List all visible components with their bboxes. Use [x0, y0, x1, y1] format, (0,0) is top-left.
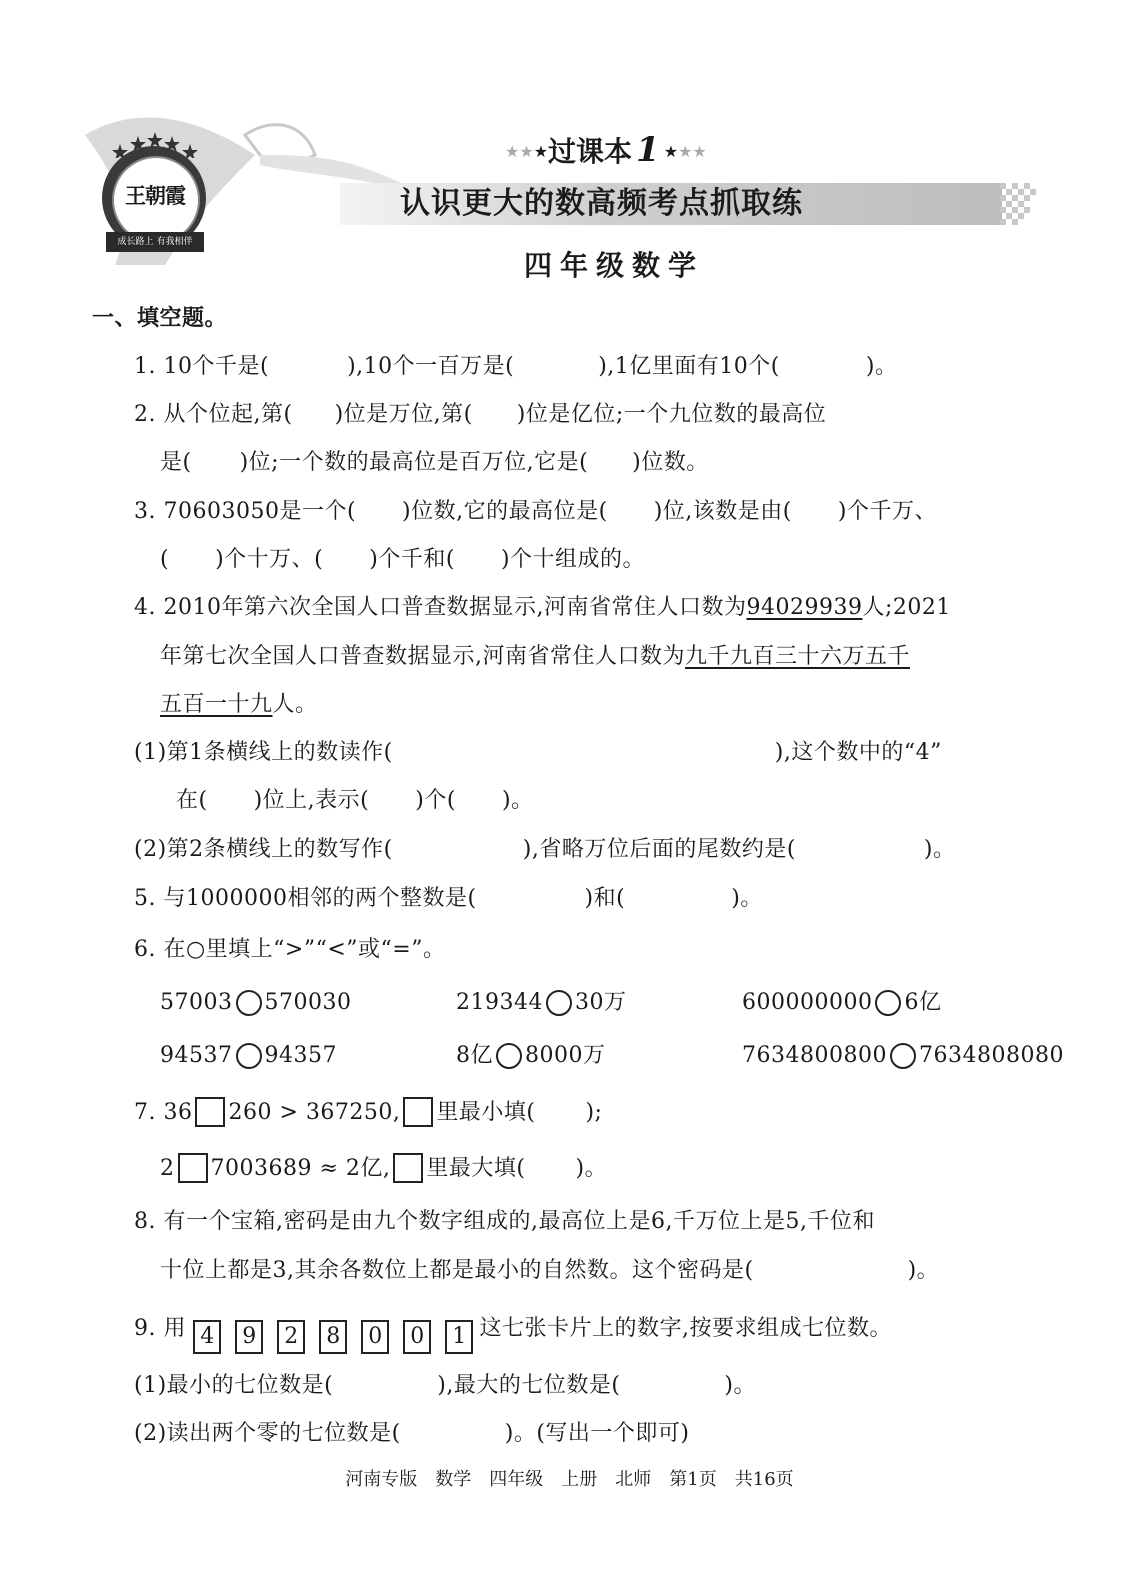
answer-circle[interactable]: [875, 990, 901, 1016]
question-3-line-1: 3. 70603050是一个( )位数,它的最高位是( )位,该数是由( )个千万、: [134, 499, 937, 524]
question-1: 1. 10个千是( ),10个一百万是( ),1亿里面有10个( )。: [134, 354, 898, 379]
answer-box[interactable]: [178, 1153, 208, 1183]
question-9-part-1: (1)最小的七位数是( ),最大的七位数是( )。: [134, 1373, 757, 1398]
brand-logo-badge: [100, 128, 210, 256]
answer-circle[interactable]: [236, 990, 262, 1016]
question-7-line-1: 7. 36 260 > 367250, 里最小填( );: [134, 1097, 602, 1128]
number-card: 0: [403, 1320, 431, 1354]
answer-circle[interactable]: [546, 990, 572, 1016]
series-number: 1: [636, 130, 660, 170]
question-8-line-2: 十位上都是3,其余各数位上都是最小的自然数。这个密码是( )。: [160, 1258, 940, 1283]
question-3-line-2: ( )个十万、( )个千和( )个十组成的。: [160, 547, 646, 572]
question-6-title: 6. 在○里填上“>”“<”或“=”。: [134, 937, 446, 962]
compare-item: 94537 94357: [160, 1043, 337, 1068]
number-card: 9: [235, 1320, 263, 1354]
series-label: 过课本: [548, 135, 633, 168]
number-card: 2: [277, 1320, 305, 1354]
question-8-line-1: 8. 有一个宝箱,密码是由九个数字组成的,最高位上是6,千万位上是5,千位和: [134, 1209, 875, 1234]
underlined-number-1: 94029939: [746, 595, 863, 620]
question-2-line-2: 是( )位;一个数的最高位是百万位,它是( )位数。: [160, 450, 709, 475]
star-icon: ★: [533, 142, 549, 161]
compare-item: 7634800800 7634808080: [742, 1043, 1064, 1068]
compare-item: 219344 30万: [456, 990, 627, 1015]
underlined-number-2-part-1: 九千九百三十六万五千: [685, 644, 911, 669]
question-5: 5. 与1000000相邻的两个整数是( )和( )。: [134, 886, 763, 911]
logo-motto-right: 有我相伴: [156, 237, 193, 247]
subject-title: 四年级数学: [524, 249, 705, 282]
underlined-number-2-part-2: 五百一十九: [160, 692, 273, 717]
compare-item: 8亿 8000万: [456, 1043, 606, 1068]
section-title: 一、填空题。: [92, 306, 228, 331]
compare-item: 57003 570030: [160, 990, 352, 1015]
question-7-line-2: 2 7003689 ≈ 2亿, 里最大填( )。: [160, 1153, 607, 1184]
answer-box[interactable]: [195, 1097, 225, 1127]
answer-circle[interactable]: [496, 1043, 522, 1069]
question-9-part-2: (2)读出两个零的七位数是( )。(写出一个即可): [134, 1421, 690, 1446]
question-4-part-2: (2)第2条横线上的数写作( ),省略万位后面的尾数约是( )。: [134, 837, 956, 862]
answer-circle[interactable]: [890, 1043, 916, 1069]
answer-box[interactable]: [403, 1097, 433, 1127]
star-icon: ★: [663, 142, 679, 161]
question-4-line-1: 4. 2010年第六次全国人口普查数据显示,河南省常住人口数为94029939人;2021: [134, 595, 951, 620]
logo-motto-banner: [106, 232, 204, 252]
answer-circle[interactable]: [236, 1043, 262, 1069]
star-icon: ★★: [678, 142, 707, 161]
number-card: 8: [319, 1320, 347, 1354]
question-4-part-1-line-1: (1)第1条横线上的数读作( ),这个数中的“4”: [134, 740, 942, 765]
star-icon: ★★: [505, 142, 534, 161]
checker-pattern-decoration: [1000, 183, 1040, 225]
question-9: 9. 用 4 9 2 8 0 0 1 这七张卡片上的数字,按要求组成七位数。: [134, 1314, 892, 1354]
answer-box[interactable]: [393, 1153, 423, 1183]
topic-title: 认识更大的数高频考点抓取练: [400, 186, 803, 221]
number-card: 0: [361, 1320, 389, 1354]
question-4-part-1-line-2: 在( )位上,表示( )个( )。: [176, 788, 534, 813]
number-card: 1: [445, 1320, 473, 1354]
question-4-line-3: 五百一十九人。: [160, 692, 318, 717]
page-footer: 河南专版 数学 四年级 上册 北师 第1页 共16页: [345, 1469, 794, 1490]
question-4-line-2: 年第七次全国人口普查数据显示,河南省常住人口数为九千九百三十六万五千: [160, 644, 911, 669]
number-card: 4: [193, 1320, 221, 1354]
logo-name: 王朝霞: [125, 183, 185, 208]
question-2-line-1: 2. 从个位起,第( )位是万位,第( )位是亿位;一个九位数的最高位: [134, 402, 827, 427]
series-heading: [505, 132, 707, 170]
logo-motto-left: 成长路上: [117, 237, 154, 247]
compare-item: 600000000 6亿: [742, 990, 942, 1015]
